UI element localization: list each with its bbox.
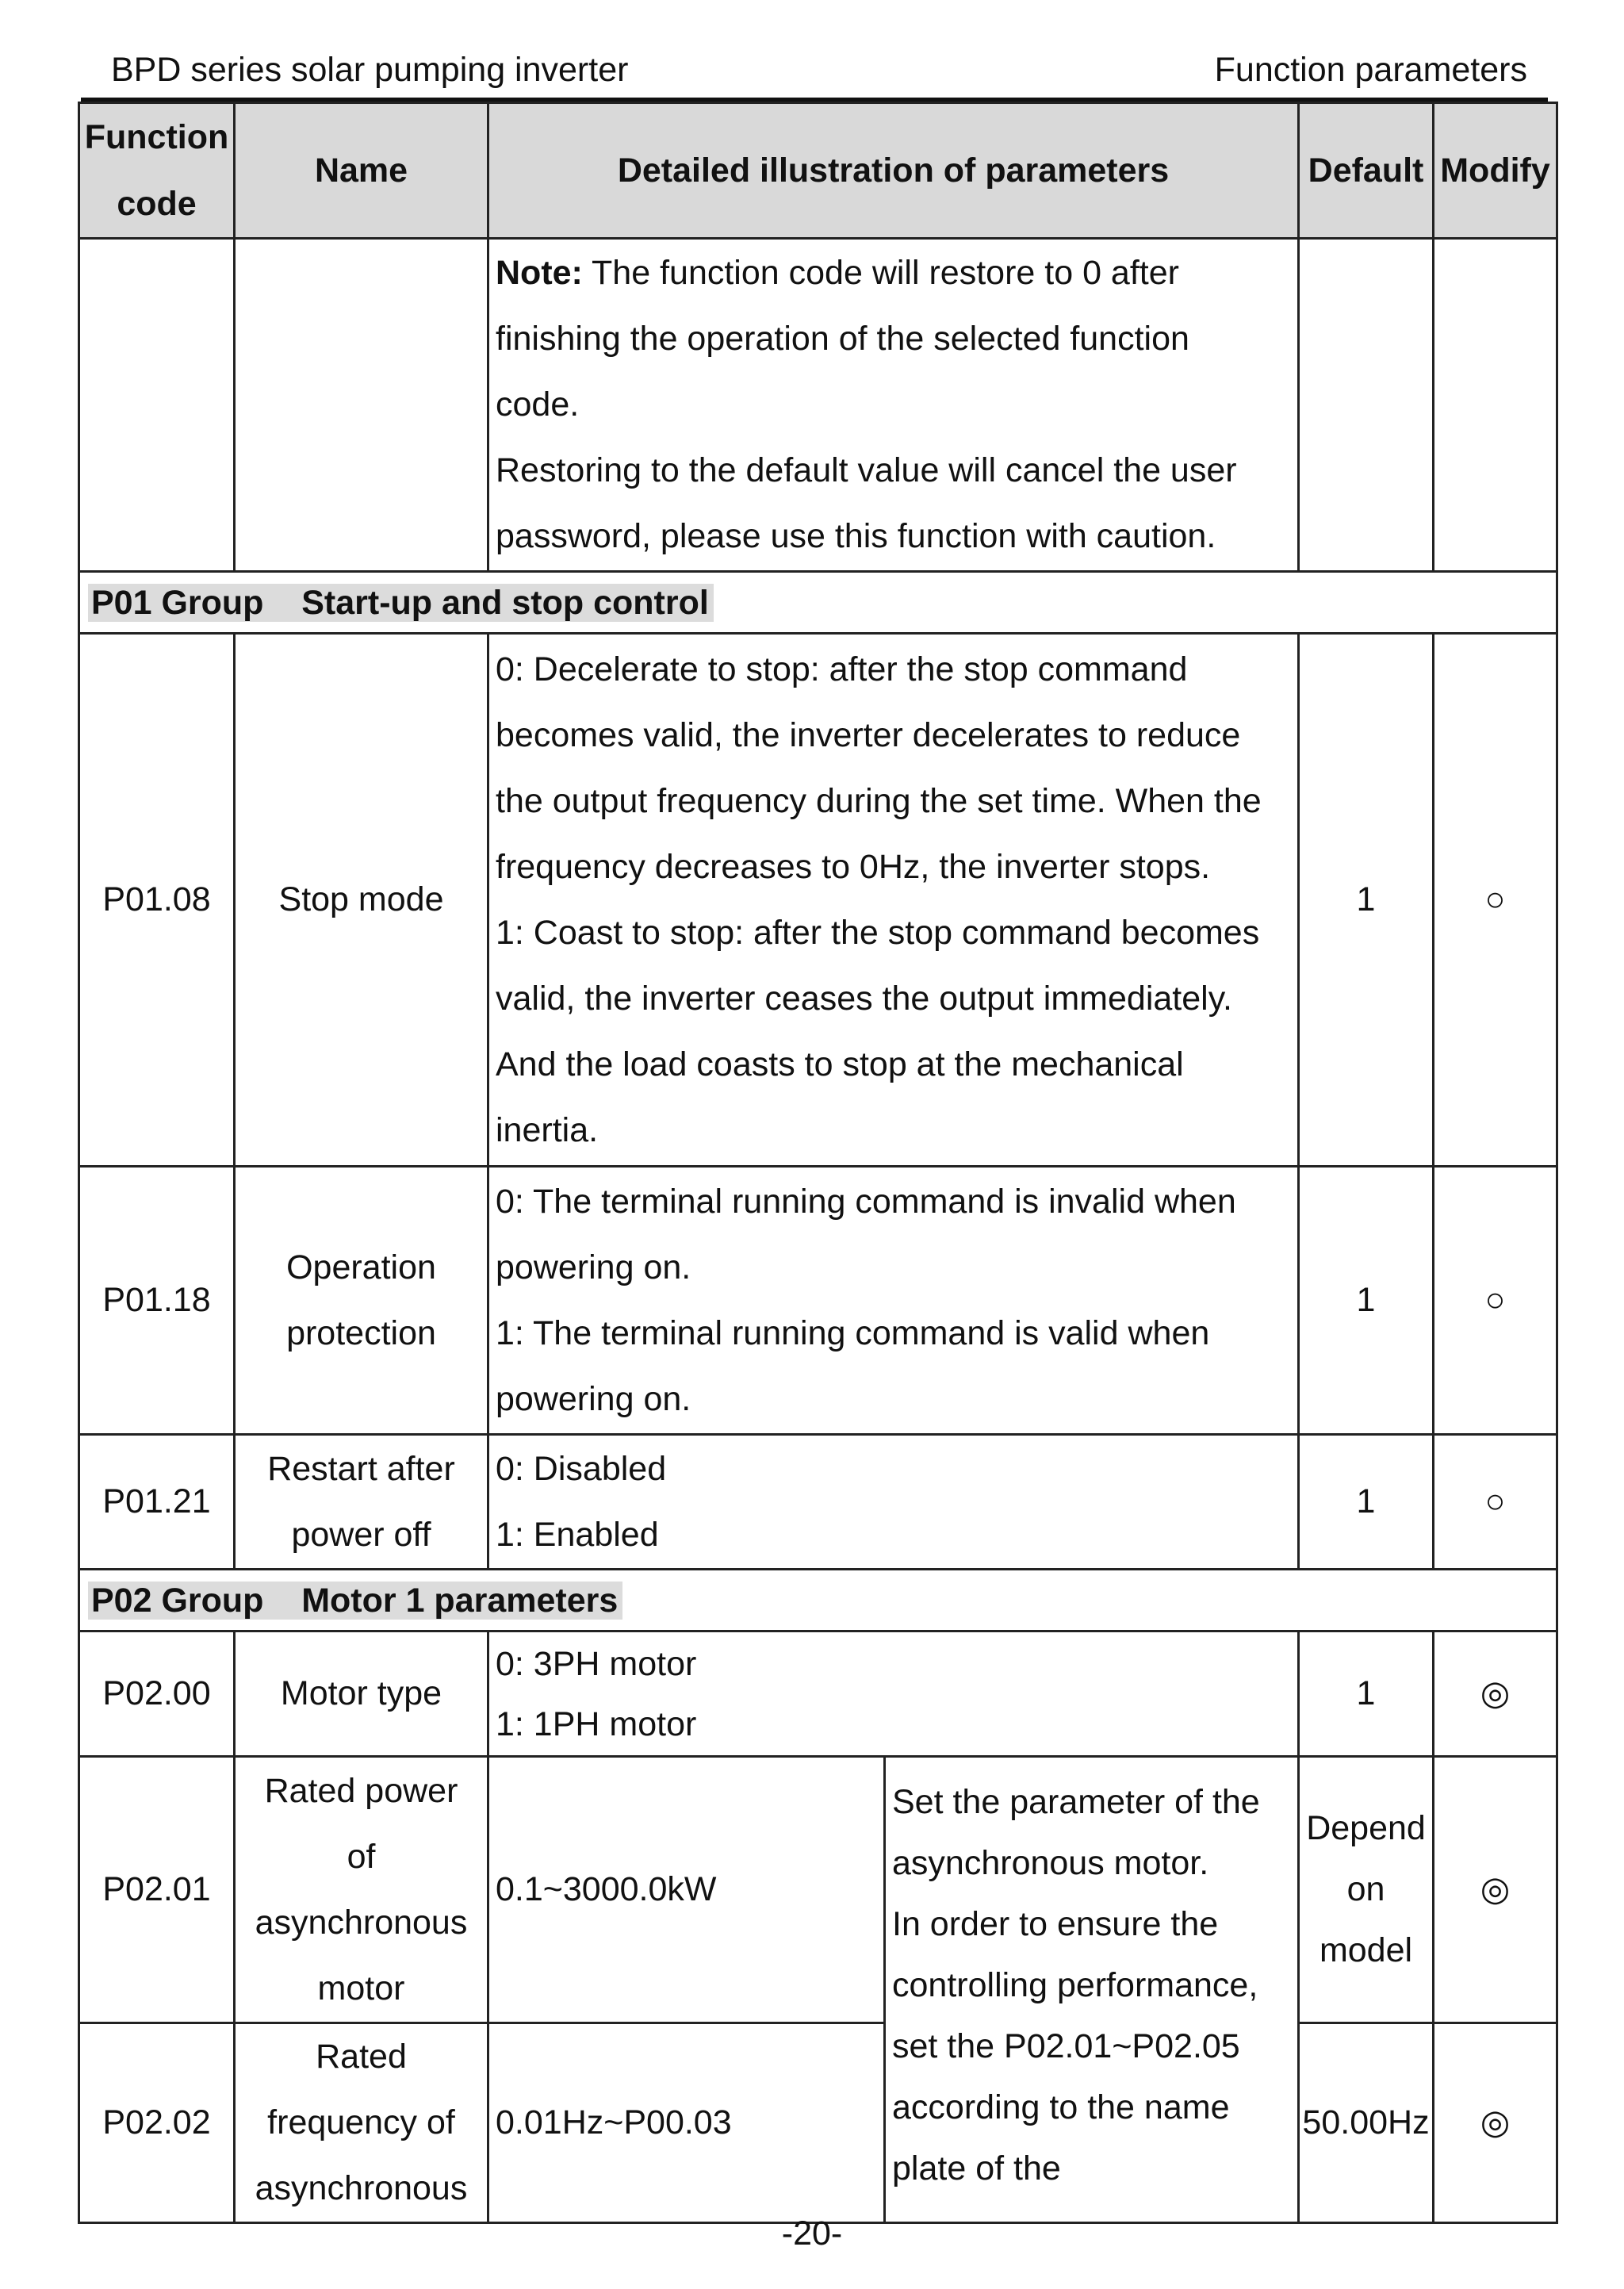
name-line: motor <box>317 1969 405 2007</box>
detail-line: 0: The terminal running command is invalid when <box>496 1182 1236 1221</box>
detail-line: 0: Disabled <box>496 1449 667 1488</box>
header-function-code <box>79 103 235 239</box>
group-title-p02: P02 Group Motor 1 parameters <box>88 1582 622 1620</box>
page-header-section: Function parameters <box>1214 51 1527 89</box>
header-modify: Modify <box>1434 103 1557 239</box>
default-line: Depend <box>1306 1809 1426 1847</box>
default-line: model <box>1319 1931 1413 1969</box>
default-cell <box>1299 1757 1434 2023</box>
note-line-2: finishing the operation of the selected function <box>496 320 1189 358</box>
default-cell: 1 <box>1299 1167 1434 1435</box>
description-line: plate of the <box>892 2149 1061 2187</box>
table-row-p0121 <box>79 1435 1557 1570</box>
description-line: asynchronous motor. <box>892 1844 1209 1882</box>
note-label: Note: <box>496 254 583 292</box>
header-detail: Detailed illustration of parameters <box>488 103 1299 239</box>
modify-cell: ○ <box>1434 634 1557 1167</box>
detail-line: 0: 3PH motor <box>496 1644 697 1683</box>
detail-line: frequency decreases to 0Hz, the inverter stops. <box>496 847 1211 886</box>
modify-cell: ◎ <box>1434 1631 1557 1757</box>
header-default: Default <box>1299 103 1434 239</box>
default-cell: 1 <box>1299 634 1434 1167</box>
name-line: asynchronous <box>255 1903 468 1942</box>
detail-line: the output frequency during the set time. When the <box>496 781 1262 820</box>
empty-name-cell <box>235 239 488 572</box>
group-row-p01 <box>79 572 1557 634</box>
default-line: on <box>1346 1870 1385 1908</box>
name-cell <box>235 1167 488 1435</box>
note-line-1: The function code will restore to 0 after <box>582 254 1179 292</box>
page-header-title: BPD series solar pumping inverter <box>111 51 629 89</box>
detail-line: And the load coasts to stop at the mechanical <box>496 1045 1184 1083</box>
name-line: of <box>347 1837 376 1876</box>
description-line: Set the parameter of the <box>892 1783 1260 1821</box>
name-cell <box>235 2023 488 2223</box>
note-cell <box>488 239 1299 572</box>
note-line-4: Restoring to the default value will cancel the user <box>496 451 1237 489</box>
detail-line: powering on. <box>496 1379 691 1418</box>
empty-modify-cell <box>1434 239 1557 572</box>
modify-cell: ◎ <box>1434 1757 1557 2023</box>
note-line-3: code. <box>496 385 580 424</box>
default-cell: 1 <box>1299 1435 1434 1570</box>
header-function-code-line2: code <box>117 185 197 223</box>
empty-default-cell <box>1299 239 1434 572</box>
page-number: -20- <box>781 2214 843 2253</box>
table-row-p0202 <box>79 2023 1557 2223</box>
header-name: Name <box>235 103 488 239</box>
code-cell: P02.00 <box>79 1631 235 1757</box>
table-row-p0200 <box>79 1631 1557 1757</box>
description-line: set the P02.01~P02.05 <box>892 2027 1240 2065</box>
name-line: Restart after <box>267 1449 455 1488</box>
detail-line: 1: Enabled <box>496 1515 659 1554</box>
table-row-note <box>79 239 1557 572</box>
detail-line: powering on. <box>496 1248 691 1286</box>
note-line-5: password, please use this function with caution. <box>496 517 1216 555</box>
name-line: protection <box>286 1313 436 1352</box>
code-cell: P02.02 <box>79 2023 235 2223</box>
code-cell: P01.21 <box>79 1435 235 1570</box>
table-row-p0108 <box>79 634 1557 1167</box>
name-line: power off <box>291 1515 431 1554</box>
code-cell: P01.08 <box>79 634 235 1167</box>
name-cell: Stop mode <box>235 634 488 1167</box>
detail-line: 0: Decelerate to stop: after the stop command <box>496 650 1188 688</box>
detail-cell <box>488 1167 1299 1435</box>
name-cell <box>235 1757 488 2023</box>
name-line: Rated <box>316 2038 407 2076</box>
detail-cell <box>488 1631 1299 1757</box>
group-title-p01: P01 Group Start-up and stop control <box>88 584 714 622</box>
modify-cell: ○ <box>1434 1167 1557 1435</box>
name-line: frequency of <box>267 2103 455 2141</box>
name-line: Rated power <box>264 1771 458 1810</box>
detail-line: inertia. <box>496 1110 599 1149</box>
name-cell <box>235 1435 488 1570</box>
parameters-table <box>78 102 1558 2224</box>
modify-cell: ◎ <box>1434 2023 1557 2223</box>
default-cell: 50.00Hz <box>1299 2023 1434 2223</box>
code-cell: P01.18 <box>79 1167 235 1435</box>
detail-line: 1: The terminal running command is valid when <box>496 1313 1210 1352</box>
name-line: Operation <box>286 1248 436 1286</box>
description-line: In order to ensure the <box>892 1905 1219 1943</box>
shared-description-cell <box>885 1757 1299 2223</box>
modify-cell: ○ <box>1434 1435 1557 1570</box>
range-cell: 0.1~3000.0kW <box>488 1757 885 2023</box>
group-row-p02 <box>79 1570 1557 1631</box>
description-line: according to the name <box>892 2088 1230 2126</box>
name-line: asynchronous <box>255 2169 468 2207</box>
default-cell: 1 <box>1299 1631 1434 1757</box>
table-row-p0201 <box>79 1757 1557 2023</box>
table-row-p0118 <box>79 1167 1557 1435</box>
detail-line: 1: 1PH motor <box>496 1704 697 1743</box>
detail-cell <box>488 634 1299 1167</box>
detail-line: valid, the inverter ceases the output immediately. <box>496 979 1232 1018</box>
header-function-code-line1: Function <box>84 118 229 156</box>
empty-code-cell <box>79 239 235 572</box>
code-cell: P02.01 <box>79 1757 235 2023</box>
description-line: controlling performance, <box>892 1966 1258 2004</box>
table-header-row <box>79 103 1557 239</box>
name-cell: Motor type <box>235 1631 488 1757</box>
detail-cell <box>488 1435 1299 1570</box>
detail-line: 1: Coast to stop: after the stop command becomes <box>496 913 1260 952</box>
detail-line: becomes valid, the inverter decelerates to reduce <box>496 715 1241 754</box>
range-cell: 0.01Hz~P00.03 <box>488 2023 885 2223</box>
